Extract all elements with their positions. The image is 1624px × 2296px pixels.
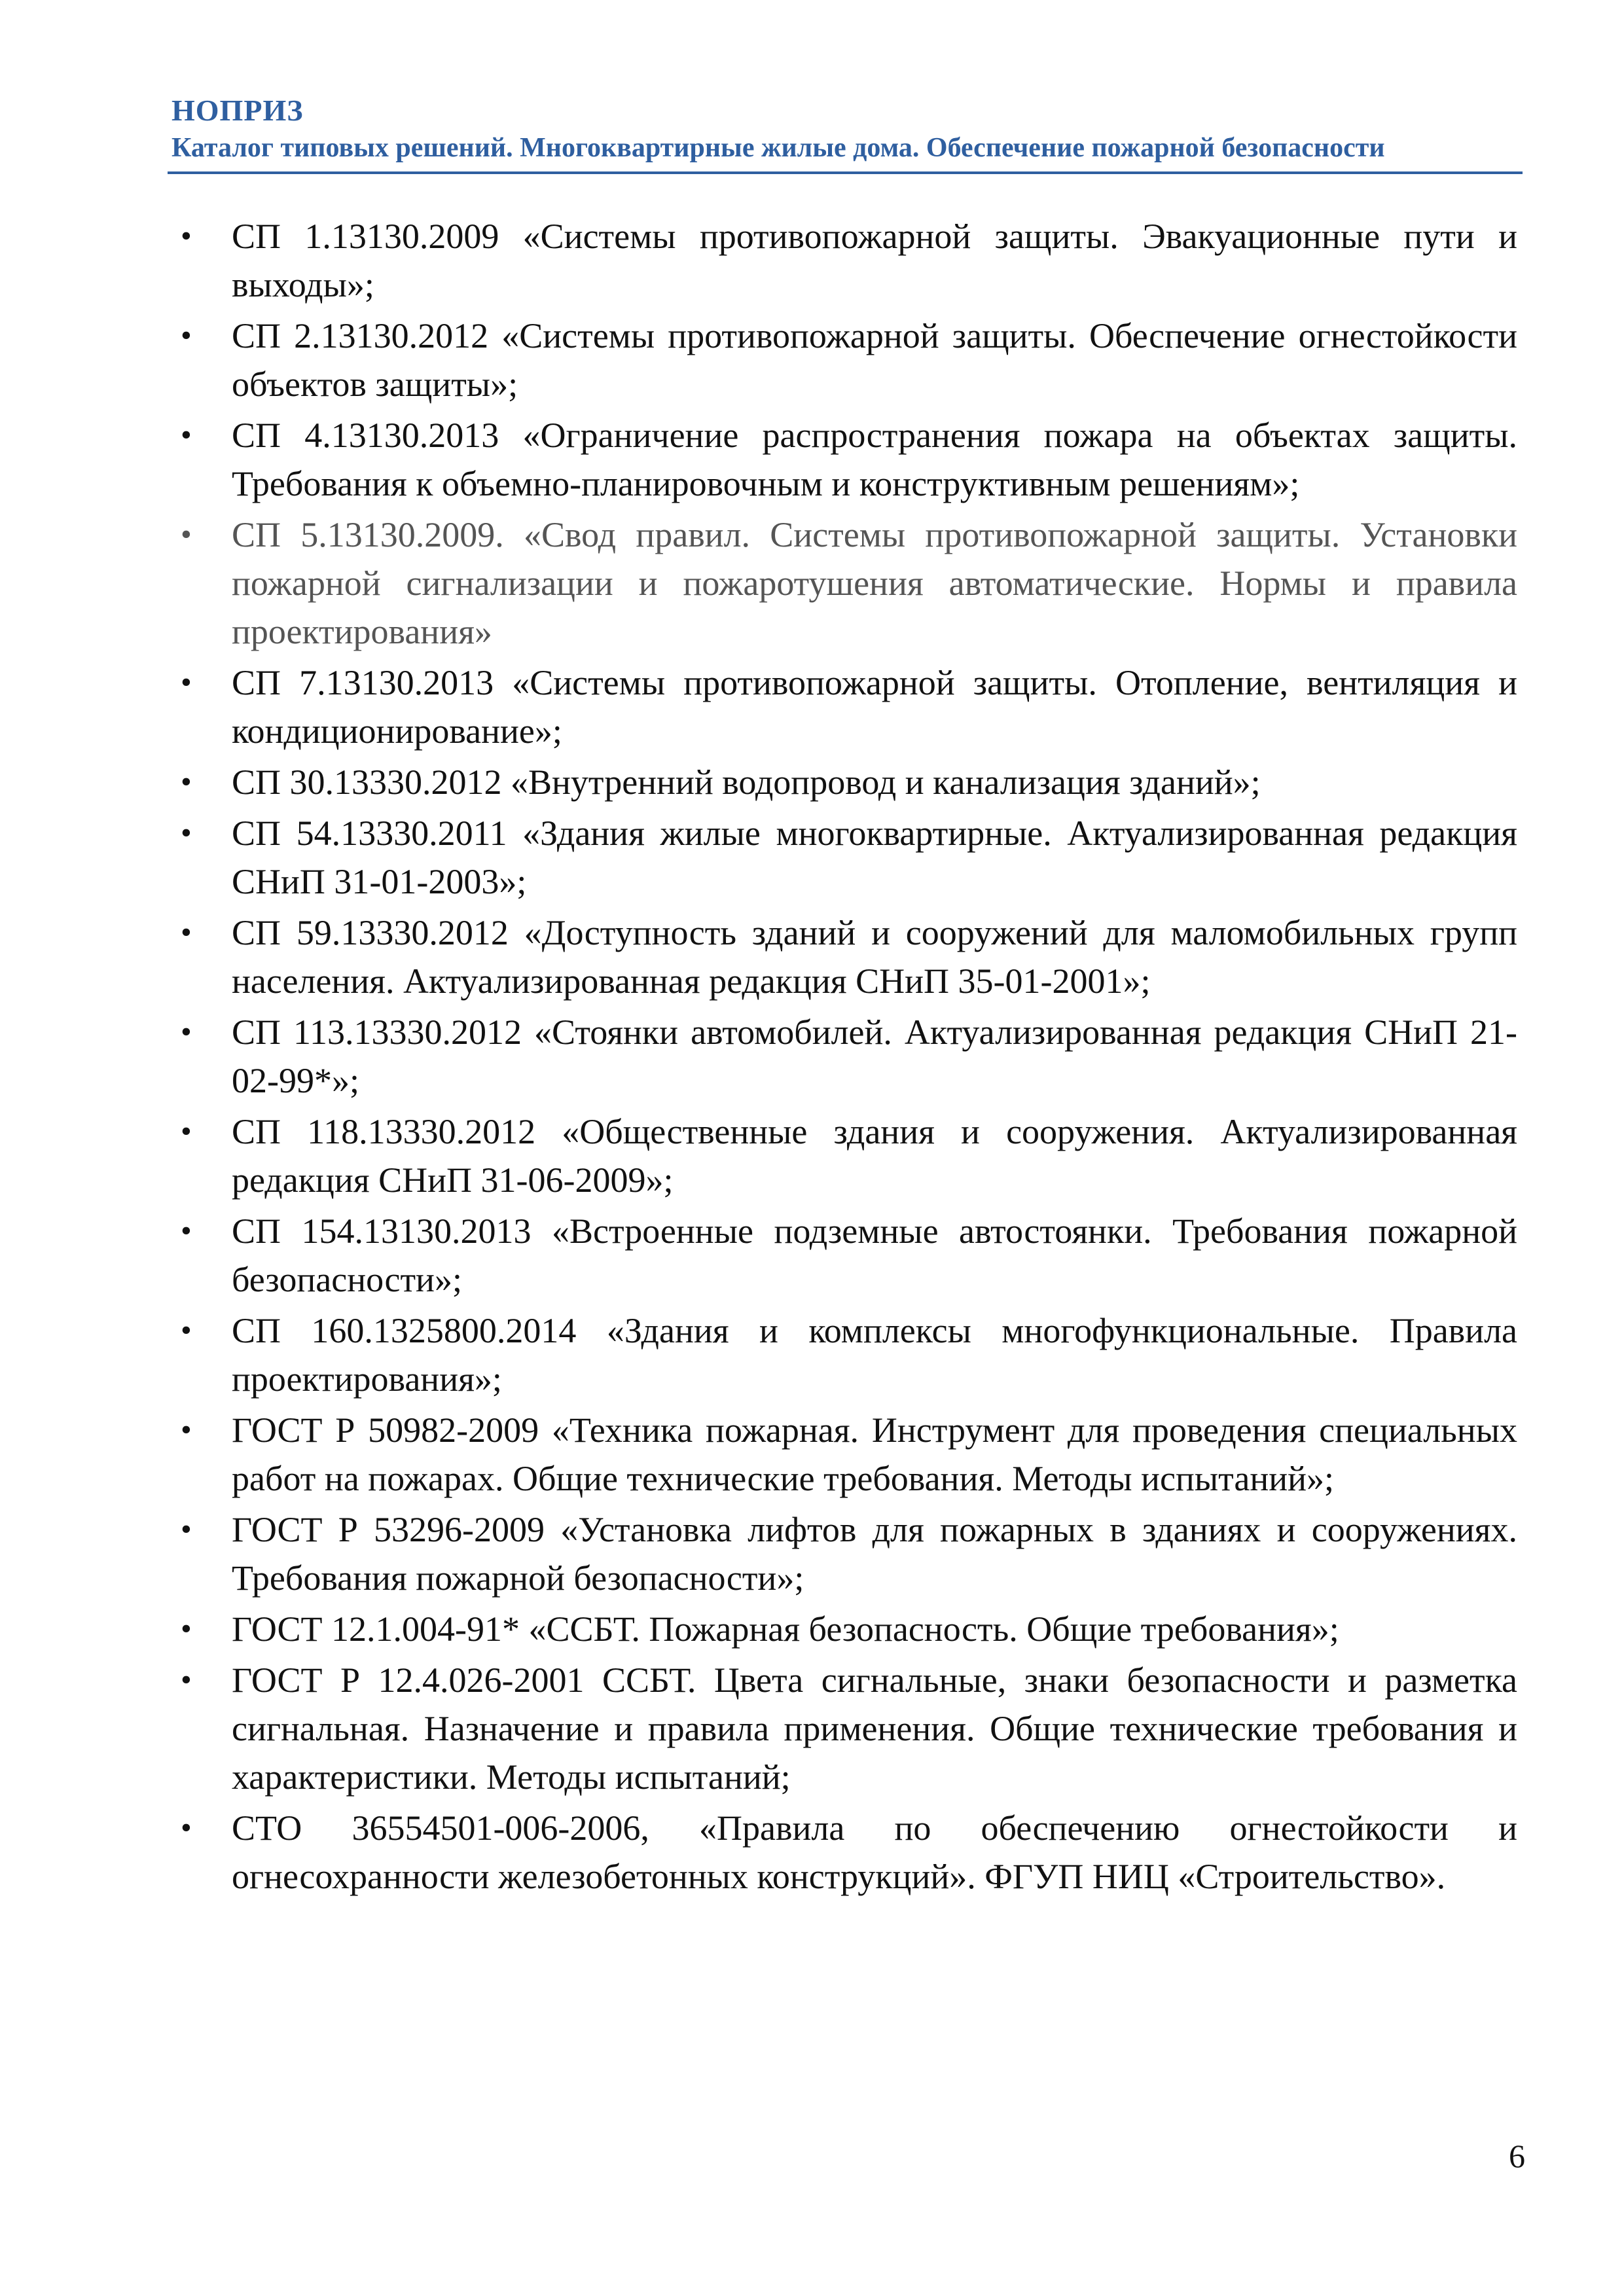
list-item-text: СП 1.13130.2009 «Системы противопожарной защиты. Эвакуационные пути и выходы»; [232,217,1517,304]
page-header [171,92,1520,166]
list-item-text: СП 160.1325800.2014 «Здания и комплексы многофункциональные. Правила проектирования»; [232,1311,1517,1399]
list-item [169,411,1517,508]
list-item-text: СП 154.13130.2013 «Встроенные подземные автостоянки. Требования пожарной безопасности»; [232,1211,1517,1299]
bullet-icon: • [181,1810,192,1845]
list-item-text: СП 54.13330.2011 «Здания жилые многоквартирные. Актуализированная редакция СНиП 31-01-2003»; [232,814,1517,901]
header-subtitle: Каталог типовых решений. Многоквартирные жилые дома. Обеспечение пожарной безопасности [171,133,1385,163]
list-item [169,1505,1517,1602]
list-item [169,1306,1517,1403]
list-item [169,312,1517,408]
bullet-icon: • [181,1213,192,1248]
list-item-text: ГОСТ Р 50982-2009 «Техника пожарная. Инструмент для проведения специальных работ на пожарах. Общие технические требования. Методы испытаний»; [232,1410,1517,1498]
header-organization: НОПРИЗ [171,94,304,127]
list-item [169,1804,1517,1901]
bullet-icon: • [181,1313,192,1348]
bullet-icon: • [181,517,192,552]
list-item-text: ГОСТ Р 12.4.026-2001 ССБТ. Цвета сигнальные, знаки безопасности и разметка сигнальная. Назначение и правила применения. Общие технические требования и характеристики. Методы испытаний; [232,1660,1517,1797]
bullet-icon: • [181,1114,192,1149]
list-item [169,809,1517,906]
list-item-text: СП 7.13130.2013 «Системы противопожарной защиты. Отопление, вентиляция и кондиционирование»; [232,663,1517,751]
bullet-icon: • [181,915,192,950]
list-item-text: СП 113.13330.2012 «Стоянки автомобилей. Актуализированная редакция СНиП 21-02-99*»; [232,1013,1517,1100]
bullet-icon: • [181,1611,192,1646]
list-item [169,1107,1517,1204]
bullet-icon: • [181,1014,192,1049]
list-item [169,1605,1517,1653]
list-item [169,758,1517,806]
bullet-icon: • [181,764,192,799]
list-item-text: СП 5.13130.2009. «Свод правил. Системы противопожарной защиты. Установки пожарной сигнализации и пожаротушения автоматические. Нормы и правила проектирования» [232,515,1517,651]
bullet-icon: • [181,1512,192,1547]
bullet-icon: • [181,1412,192,1447]
list-item [169,511,1517,656]
list-item-text: СП 118.13330.2012 «Общественные здания и сооружения. Актуализированная редакция СНиП 31-06-2009»; [232,1112,1517,1200]
bullet-icon: • [181,816,192,850]
list-item-text: СП 4.13130.2013 «Ограничение распространения пожара на объектах защиты. Требования к объемно-планировочным и конструктивным решениям»; [232,416,1517,503]
bullet-icon: • [181,219,192,253]
bullet-icon: • [181,665,192,700]
list-item-text: СП 2.13130.2012 «Системы противопожарной защиты. Обеспечение огнестойкости объектов защиты»; [232,316,1517,404]
list-item-text: СТО 36554501-006-2006, «Правила по обеспечению огнестойкости и огнесохранности железобетонных конструкций». ФГУП НИЦ «Строительство». [232,1808,1517,1896]
page-number: 6 [1509,2138,1525,2174]
header-divider [168,171,1523,174]
list-item [169,908,1517,1005]
bullet-icon: • [181,418,192,452]
standards-list [169,212,1517,1903]
list-item-text: ГОСТ Р 53296-2009 «Установка лифтов для пожарных в зданиях и сооружениях. Требования пожарной безопасности»; [232,1510,1517,1598]
list-item [169,658,1517,755]
list-item [169,1008,1517,1105]
list-item [169,212,1517,309]
list-item [169,1406,1517,1503]
list-item-text: ГОСТ 12.1.004-91* «ССБТ. Пожарная безопасность. Общие требования»; [232,1609,1339,1649]
list-item [169,1207,1517,1304]
list-item [169,1656,1517,1801]
bullet-icon: • [181,318,192,353]
list-item-text: СП 30.13330.2012 «Внутренний водопровод и канализация зданий»; [232,762,1261,802]
bullet-icon: • [181,1662,192,1697]
list-item-text: СП 59.13330.2012 «Доступность зданий и сооружений для маломобильных групп населения. Актуализированная редакция СНиП 35-01-2001»; [232,913,1517,1001]
